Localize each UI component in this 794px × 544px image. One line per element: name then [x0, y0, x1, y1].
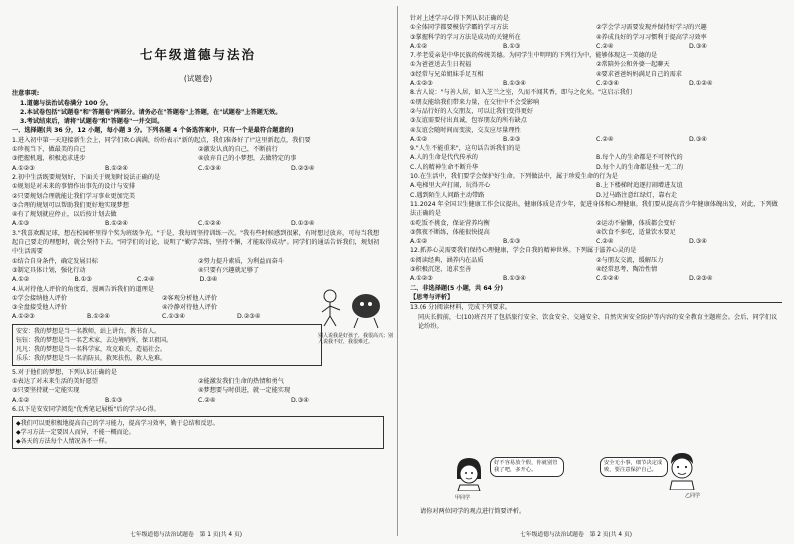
q12-answer: A.①②③: [410, 275, 433, 283]
q8-answer: A.①②: [410, 135, 428, 143]
q7-answer: A.①②③: [410, 80, 433, 88]
q5-answer: D.③④: [291, 396, 309, 404]
q5-options-row1: [12, 377, 384, 386]
footer-page-1: 七年级道德与法治试题卷 第 1 页(共 4 页): [130, 532, 243, 538]
q8-option: ③友谊需要付出真诚，包容朋友的所有缺点: [410, 117, 527, 125]
q11-answer: C.②④: [596, 238, 614, 246]
footer-page-2: 七年级道德与法治试题卷 第 2 页(共 4 页): [520, 532, 633, 538]
q3-options-row1: [12, 257, 384, 266]
q4-option: ①学会接纳他人评价: [12, 294, 68, 302]
q5-answer: B.①③: [105, 396, 123, 404]
q7-option: ④要求爸爸妈妈满足自己的需求: [596, 70, 682, 78]
q5-answer: A.①②: [12, 396, 30, 404]
cartoon-caption: 别人说我是好孩子，我很高兴；别人说我不好，我很难过。: [318, 333, 394, 345]
q2-answer: A.①③: [12, 220, 30, 228]
q12-answer: D.②③④: [689, 275, 713, 283]
q10-stem: 10.在生活中，我们要学会保护好生命。下列做法中，属于珍爱生命的行为是: [410, 173, 618, 181]
q3-option: ④只要有兴趣就足够了: [198, 266, 260, 274]
q7-options-row2: [410, 70, 782, 79]
q6-answer: C.②④: [596, 42, 614, 50]
q3-answers: [12, 275, 262, 284]
q11-option: ③熬夜不断练，体能很快提高: [410, 228, 490, 236]
q7-option: ②常陪外公和外婆一起聊天: [596, 61, 670, 69]
q10-option: C.遇到陌生人问路主动带路: [410, 191, 485, 199]
q4-stem: 4.从对待他人评价的角度看，漫画告诉我们的道理是: [12, 285, 155, 293]
q6-stem: 6.以下是安安同学阅览"优秀笔记展板"后的学习心得。: [12, 405, 160, 413]
q10-option: B.上下楼梯时追逐打闹增进友谊: [596, 182, 683, 190]
q4-answer: B.①②④: [87, 313, 110, 321]
q4-answer: D.②③④: [237, 313, 261, 321]
q2-option: ④有了规划就应停止，以后按计划去做: [12, 211, 117, 219]
q8-option: ①朋友能给我们带来力量，在交往中不会受影响: [410, 98, 540, 106]
q12-option: ③积极沉迷，追求至善: [410, 266, 472, 274]
right-column: [410, 14, 782, 331]
q12-option: ①阅读经典，涵养内在品质: [410, 256, 484, 264]
q1-options-row1: [12, 145, 384, 154]
q1-answer: A.①②③: [12, 164, 35, 172]
q6-option: ②学会学习需要发现并保持好学习的兴趣: [596, 24, 707, 32]
section2-head: 二、非选择题(5 小题，共 64 分): [410, 284, 504, 292]
q6-options-row1: [410, 23, 782, 32]
think-head: 【思考与评析】: [410, 293, 782, 303]
exam-title: 七年级道德与法治: [139, 47, 256, 62]
q5-answers: [12, 396, 384, 405]
q1-answer: C.①③④: [198, 164, 221, 172]
q8-answer: D.③④: [689, 135, 707, 143]
q1-option: ④放弃自己的小梦想，去做特定的事: [198, 155, 297, 163]
q4-option: ④冷静对待他人评价: [162, 304, 218, 312]
question-5: [12, 368, 384, 405]
dream-line: 钰钰：我的梦想是当一名艺术家，去边境哨所，保卫祖国。: [16, 336, 173, 344]
q1-stem: 1.进入初中第一天迎接新生会上，同学们欢心满满，纷纷表示"新的起点，我们准备好了!"这里新起点，我们要: [12, 136, 311, 144]
q6-answer: D.③④: [689, 42, 707, 50]
q6-answer: B.①③: [503, 42, 521, 50]
study-note: ◆各天的方法每个人情况各不一样。: [16, 438, 111, 446]
q5-option: ③只要坚持就一定能实现: [12, 387, 80, 395]
q7-option: ①为爸爸送去生日祝福: [410, 61, 472, 69]
q7-options-row1: [410, 60, 782, 69]
q6-option: ④养成良好的学习习惯利于提高学习效率: [596, 33, 707, 41]
q2-option: ①规划是对未来的事情作出事先的设计与安排: [12, 183, 136, 191]
study-note: ◆我们可以更积极地提高自己的学习能力，提高学习效率，勤于总结和反思。: [16, 420, 219, 428]
q9-option: D.每个人的生命都是独一无二的: [596, 163, 684, 171]
left-column: [12, 14, 384, 451]
q12-answer: B.①③④: [503, 275, 526, 283]
q7-answer: D.①②④: [689, 80, 713, 88]
q7-answers: [410, 79, 782, 88]
q12-answer: C.①②④: [596, 275, 619, 283]
q12-option: ②与朋友交流，缓解压力: [596, 256, 664, 264]
q3-stem: 3."我喜欢踢足球，想在校园杯里得个奖为班级争光。"于是，我每周坚持训练一次。"我有些时候感到很累，有时想过放弃，可每当我想起自己要走的理想时，就会坚持下去。"同学们的讨论，说明了"勤学苦练，坚持不懈，才能取得成功"。同学们的通话告诉我们，规划初中生活需要: [12, 229, 380, 256]
q2-stem: 2.初中生活既要规划好，下面关于规划时说法正确的是: [12, 173, 161, 181]
question-1: [12, 136, 384, 173]
q3-answer: B.①③: [74, 276, 92, 284]
q3-options-row2: [12, 266, 384, 275]
q2-option: ③合理的规划可以帮助我们更好地实现梦想: [12, 201, 129, 209]
q6-option: ①全体同学都要模仿学霸的学习方法: [410, 24, 509, 32]
q3-answer: D.③④: [199, 276, 218, 284]
q11-options-row2: [410, 228, 782, 237]
q4-options-row1: [12, 294, 312, 303]
exam-subtitle: (试题卷): [183, 74, 213, 83]
q12-answers: [410, 274, 782, 283]
study-notes-box: [12, 416, 384, 449]
dream-line: 乐乐：我的梦想是当一名消防员，救死扶伤，救人危难。: [16, 354, 167, 362]
q11-option: ④饮食不多吃，适量饮水要足: [596, 228, 676, 236]
note-1: 1.道德与法治试卷满分 100 分。: [20, 99, 112, 107]
q9-option: B.每个人的生命都是不可替代的: [596, 154, 683, 162]
q11-answer: A.①②: [410, 238, 428, 246]
q12-options-row2: [410, 265, 782, 274]
q11-options-row1: [410, 219, 782, 228]
q2-option: ②只要规划合理就能让我们学习事业更加完美: [12, 192, 136, 200]
q13-material: 同庆长假前，七(10)班召开了包括旅行安全、饮食安全、交通安全、自然灾害安全防护等内容的安全教育主题班会。会后，同学们议论纷纷。: [418, 313, 778, 330]
dream-line: 安安：我的梦想是当一名教师，站上讲台，教书育人。: [16, 327, 161, 335]
q5-stem: 5.对于他们的梦想，下列认识正确的是: [12, 368, 117, 376]
q4-answer: A.①②③: [12, 313, 35, 321]
q1-option: ②激发认真的自己，不断前行: [198, 146, 278, 154]
question-2: [12, 173, 384, 229]
q11-answer: D.③④: [689, 238, 707, 246]
q1-option: ①珍视当下，做最美的自己: [12, 146, 86, 154]
q1-option: ③把握机遇，积极追求进步: [12, 155, 86, 163]
note-2: 2.本试卷包括"试题卷"和"答题卷"两部分。请务必在"答题卷"上答题，在"试题卷"上答题无效。: [20, 108, 282, 116]
question-4: [12, 285, 312, 322]
q6-options-row2: [410, 33, 782, 42]
q5-option: ④梦想要与时俱进，就一定能实现: [198, 387, 291, 395]
q9-options-row2: [410, 163, 782, 172]
q6-option: ③掌握科学的学习方法是成功的关键所在: [410, 33, 521, 41]
q3-answer: C.②④: [137, 276, 155, 284]
q8-stem: 8.古人说："与善人居，如入芝兰之室，久而不闻其香，即与之化矣。"这启示我们: [410, 89, 632, 97]
q9-stem: 9."人生不能重来"，这句话告诉我们的是: [410, 145, 521, 153]
q12-stem: 12.抓养心灵需要我们保持心理健康，学会自我的精神世界。下列属于滋养心灵的是: [410, 247, 637, 255]
q11-answers: [410, 237, 782, 246]
student-b-icon: [665, 450, 699, 490]
speech-bubble-a: 好不容易放个假，你就别管我了吧，多开心。: [490, 457, 564, 477]
study-note: ◆学习方法一定要因人而异，不能一概而论。: [16, 429, 135, 437]
q12-option: ④经常思考，陶冶性情: [596, 266, 658, 274]
q13-task: 请你对两位同学的观点进行简要评析。: [420, 508, 526, 515]
q2-answers: [12, 219, 384, 228]
q7-stem: 7.孝老爱亲是中华民族的传统美德。为同学生中明明的下列行为中，能够体现这一美德的是: [410, 52, 658, 60]
q13-stem: 13.(6 分)阅读材料，完成下列要求。: [410, 304, 512, 312]
q9-option: A.人的生命是代代传承的: [410, 154, 478, 162]
student-a-icon: [452, 455, 486, 491]
q6-answer: A.①②: [410, 42, 428, 50]
q5-option: ②能激发我们生命的热情和勇气: [198, 378, 284, 386]
notes-title: 注意事项:: [12, 90, 40, 98]
q11-stem: 11.2024 年全国卫生健康工作会议提出，健康体质是青少年，促进身体和心理健康。我们要从提高青少年健康体魄出发，对此，下列做法正确的是: [410, 200, 778, 218]
q7-option: ③经常与兄弟姐妹手足互相: [410, 70, 484, 78]
student-a-label: 甲同学: [455, 495, 471, 501]
q10-options-row2: [410, 191, 782, 200]
q9-option: C.人的精神生命不断升华: [410, 163, 479, 171]
q4-option: ③全盘接受他人评价: [12, 304, 68, 312]
q10-option: A.电梯里大声打闹，玩得开心: [410, 182, 491, 190]
q8-option: ④友谊会随时间而变淡，交友应尽量理性: [410, 126, 521, 134]
q2-answer: C.①②④: [198, 220, 221, 228]
q1-options-row2: [12, 154, 384, 163]
q2-answer: D.①③④: [291, 220, 315, 228]
q10-option: D.过马路注意红绿灯，靠右走: [596, 191, 677, 199]
q1-answer: B.①②④: [105, 164, 128, 172]
q6-continued: 针对上述学习心得下列认识正确的是: [410, 15, 509, 22]
section1-head: 一、选择题(共 36 分，12 小题，每小题 3 分。下列各题 4 个备选答案中，只有一个是最符合题意的): [12, 127, 294, 135]
q3-answer: A.①②: [12, 276, 30, 284]
q3-option: ①结合自身条件，确定发展目标: [12, 257, 98, 265]
q8-option: ②与品行好的人交朋友，可以让我们变得更好: [410, 107, 534, 115]
note-3: 3.考试结束后，请将"试题卷"和"答题卷"一并交回。: [20, 118, 164, 126]
q7-answer: C.②③④: [596, 80, 619, 88]
q4-answer: C.①③④: [162, 313, 185, 321]
q4-answers: [12, 312, 312, 321]
q8-answer: C.②④: [596, 135, 614, 143]
q11-option: ②运动不偷懒，体质都会变好: [596, 219, 676, 227]
dream-line: 凡凡：我的梦想是当一名科学家，攻克难关，造福社会。: [16, 345, 167, 353]
q11-answer: B.①③: [503, 238, 521, 246]
q1-answer: D.②③④: [291, 164, 315, 172]
dream-box: [12, 324, 322, 366]
column-divider: [397, 6, 398, 536]
q1-answers: [12, 164, 384, 173]
q5-answer: C.②④: [198, 396, 216, 404]
speech-bubble-b: 安全无小事，细节决定成败，要注意保护自己。: [600, 457, 668, 477]
q5-option: ①表达了对未来生活的美好愿望: [12, 378, 98, 386]
q2-answer: B.①②④: [105, 220, 128, 228]
q4-option: ②客观分析他人评价: [162, 294, 218, 302]
q8-answers: [410, 135, 782, 144]
question-3: [12, 229, 384, 285]
q5-options-row2: [12, 386, 384, 395]
q10-options-row1: [410, 181, 782, 190]
q3-option: ②努力提升素质，为利益而奋斗: [198, 257, 284, 265]
q12-options-row1: [410, 256, 782, 265]
cartoon-illustration: [318, 284, 390, 332]
student-b-label: 乙同学: [685, 493, 701, 499]
q9-options-row1: [410, 153, 782, 162]
q7-answer: B.①③④: [503, 80, 526, 88]
q11-option: ①吃饭不挑食，保证营养均衡: [410, 219, 490, 227]
q6-answers: [410, 42, 782, 51]
q8-answer: B.②③: [503, 135, 521, 143]
q3-option: ③制定具体计划，强化行动: [12, 266, 86, 274]
q4-options-row2: [12, 303, 312, 312]
